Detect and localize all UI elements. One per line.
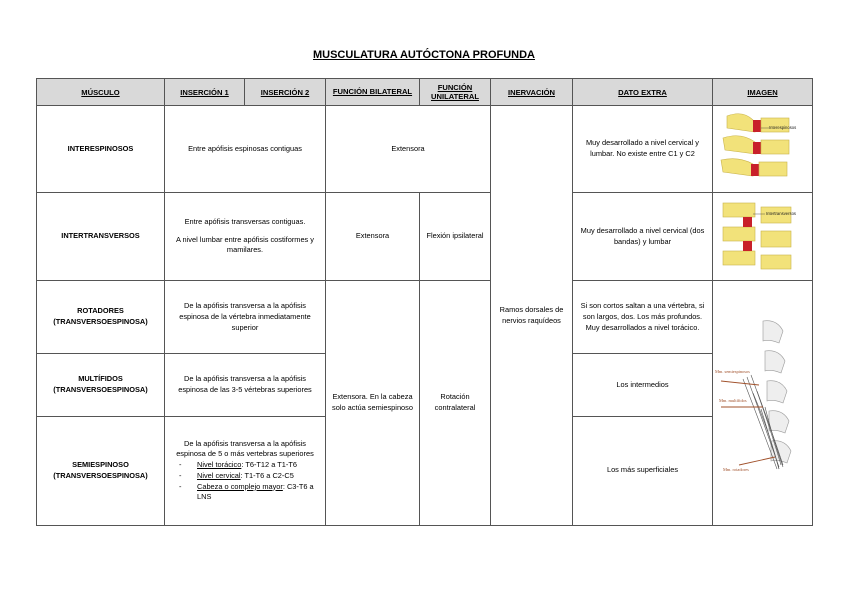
insercion-text: Entre apófisis transversas contiguas. [184,216,306,226]
image-cell [713,106,813,193]
funcion-unilateral-cell: Flexión ipsilateral [420,193,491,281]
muscle-name: MULTÍFIDOS (TRANSVERSOESPINOSA) [37,354,165,416]
insercion-text: A nivel lumbar entre apófisis costiformes y mamilares. [175,234,314,255]
muscle-table [36,78,813,526]
dato-extra-cell: Si son cortos saltan a una vértebra, si son largos, dos. Los más profundos. Muy desarrollados a nivel torácico. [573,281,713,354]
image-label: Interespinosos [769,125,797,130]
image-label: Intertransversos [766,211,797,216]
header-dato-extra: DATO EXTRA [573,79,713,106]
header-inervacion: INERVACIÓN [491,79,573,106]
header-musculo: MÚSCULO [37,79,165,106]
table-row [37,106,813,193]
dato-extra-cell: Los intermedios [573,354,713,416]
image-cell [713,193,813,281]
funcion-bilateral-cell: Extensora [326,193,420,281]
table-row [37,193,813,281]
dato-extra-cell: Los más superficiales [573,416,713,525]
interespinosos-image [713,106,813,192]
list-item: - Nivel torácico: T6-T12 a T1-T6 [175,460,321,471]
header-funcion-unilateral: FUNCIÓN UNILATERAL [420,79,491,106]
dato-extra-cell: Muy desarrollado a nivel cervical (dos bandas) y lumbar [573,193,713,281]
insercion-cell [165,416,326,525]
dato-extra-cell: Muy desarrollado a nivel cervical y lumbar. No existe entre C1 y C2 [573,106,713,193]
levels-list [169,460,321,503]
header-insercion-2: INSERCIÓN 2 [245,79,326,106]
header-insercion-1: INSERCIÓN 1 [165,79,245,106]
transversoespinosos-image [713,281,813,525]
list-item: - Cabeza o complejo mayor: C3-T6 a LNS [175,482,321,503]
funcion-cell: Extensora [326,106,491,193]
funcion-bilateral-cell: Extensora. En la cabeza solo actúa semiespinoso [326,281,420,526]
insercion-cell: De la apófisis transversa a la apófisis espinosa de la vértebra inmediatamente superior [165,281,326,354]
image-label: Mm. rotadores [723,467,749,472]
header-row [37,79,813,106]
image-cell [713,281,813,526]
inervacion-cell: Ramos dorsales de nervios raquídeos [491,106,573,526]
image-label: Mm. multífidos [719,398,747,403]
list-item: - Nivel cervical: T1-T6 a C2-C5 [175,471,321,482]
page-title: MUSCULATURA AUTÓCTONA PROFUNDA [312,49,536,61]
insercion-cell [165,193,326,281]
insercion-cell: Entre apófisis espinosas contiguas [165,106,326,193]
insercion-cell: De la apófisis transversa a la apófisis espinosa de las 3-5 vértebras superiores [165,354,326,416]
header-imagen: IMAGEN [713,79,813,106]
muscle-name: SEMIESPINOSO (TRANSVERSOESPINOSA) [37,416,165,525]
muscle-name: INTERTRANSVERSOS [37,193,165,281]
table-row [37,281,813,354]
insercion-text: De la apófisis transversa a la apófisis espinosa de 5 o más vertebras superiores [176,438,314,459]
intertransversos-image [713,193,813,280]
image-label: Mm. semiespinosos [715,369,750,374]
muscle-name: ROTADORES (TRANSVERSOESPINOSA) [37,281,165,354]
muscle-name: INTERESPINOSOS [37,106,165,193]
funcion-unilateral-cell: Rotación contralateral [420,281,491,526]
header-funcion-bilateral: FUNCIÓN BILATERAL [326,79,420,106]
